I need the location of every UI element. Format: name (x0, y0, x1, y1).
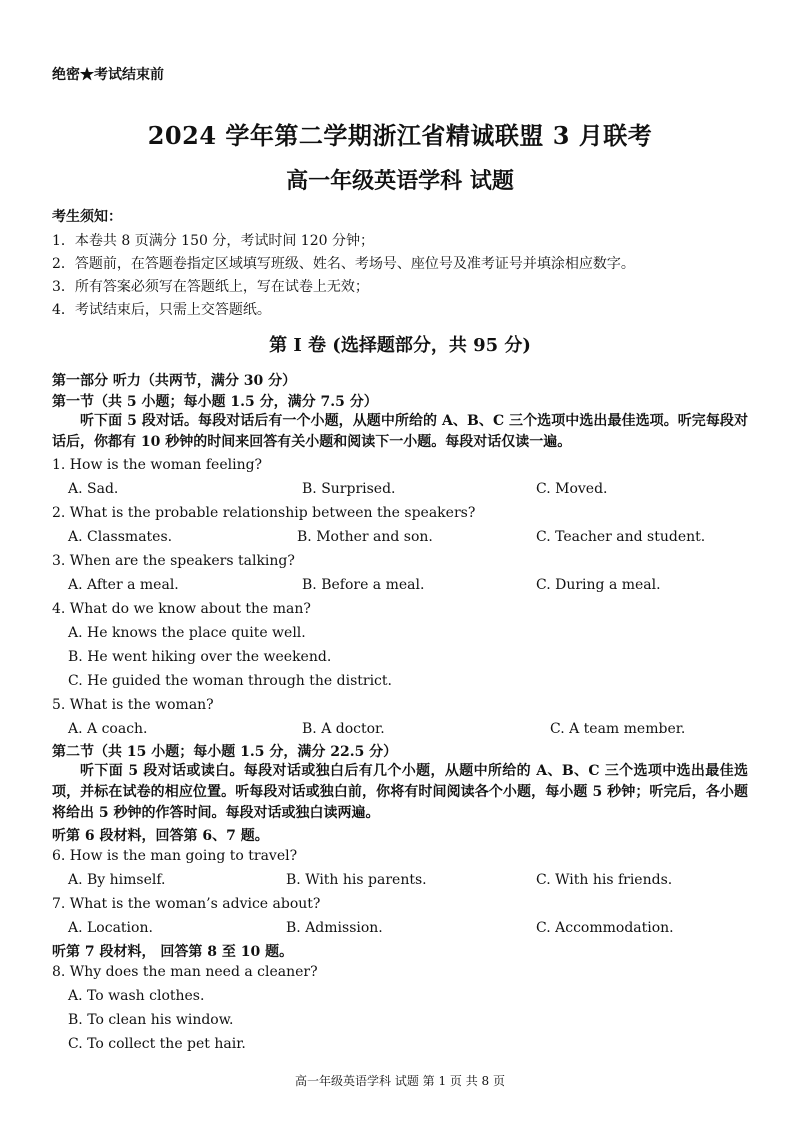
option-a: A. He knows the place quite well. (68, 625, 306, 641)
option-a: A. To wash clothes. (68, 988, 205, 1004)
option-b: B. He went hiking over the weekend. (68, 649, 332, 665)
material-heading: 听第 7 段材料， 回答第 8 至 10 题。 (52, 944, 294, 960)
option-c: C. To collect the pet hair. (68, 1036, 246, 1052)
option-c: C. Moved. (536, 481, 608, 497)
question-stem: 7. What is the woman’s advice about? (52, 896, 321, 912)
option-a: A. Classmates. (68, 529, 173, 545)
notice-item: 2．答题前，在答题卷指定区域填写班级、姓名、考场号、座位号及准考证号并填涂相应数字。 (52, 256, 635, 272)
option-c: C. With his friends. (536, 872, 673, 888)
exam-title: 2024 学年第二学期浙江省精诚联盟 3 月联考 (147, 121, 653, 150)
option-a: A. Sad. (68, 481, 119, 497)
volume-heading: 第 I 卷 (选择题部分，共 95 分) (269, 335, 531, 356)
question-stem: 6. How is the man going to travel? (52, 848, 298, 864)
option-c: C. Accommodation. (536, 920, 674, 936)
option-b: B. Before a meal. (302, 577, 425, 593)
option-b: B. With his parents. (286, 872, 427, 888)
exam-subtitle: 高一年级英语学科 试题 (286, 168, 514, 194)
question-stem: 1. How is the woman feeling? (52, 457, 263, 473)
option-c: C. A team member. (550, 721, 686, 737)
option-b: B. To clean his window. (68, 1012, 234, 1028)
option-a: A. A coach. (68, 721, 148, 737)
notice-item: 3．所有答案必须写在答题纸上，写在试卷上无效； (52, 279, 369, 295)
confidential-mark: 绝密★考试结束前 (52, 67, 164, 83)
option-a: A. By himself. (68, 872, 166, 888)
option-c: C. Teacher and student. (536, 529, 706, 545)
option-b: B. Mother and son. (297, 529, 433, 545)
part1-heading: 第一部分 听力（共两节，满分 30 分） (52, 373, 297, 389)
section2-heading: 第二节（共 15 小题；每小题 1.5 分，满分 22.5 分） (52, 744, 398, 760)
notice-heading: 考生须知： (52, 209, 122, 225)
option-a: A. After a meal. (68, 577, 179, 593)
page-footer: 高一年级英语学科 试题 第 1 页 共 8 页 (295, 1074, 505, 1088)
option-c: C. During a meal. (536, 577, 661, 593)
section2-instructions: 听下面 5 段对话或读白。每段对话或独白后有几个小题，从题中所给的 A、B、C 三个选项中选出最佳选项，并标在试卷的相应位置。听每段对话或独白前，你将有时间阅读各个小题，每小题 5 秒钟；听完后，各小题将给出 5 秒钟的作答时间。每段对话或独白读两遍。 (52, 763, 748, 821)
question-stem: 4. What do we know about the man? (52, 601, 311, 617)
question-stem: 2. What is the probable relationship between the speakers? (52, 505, 476, 521)
option-a: A. Location. (68, 920, 153, 936)
question-stem: 8. Why does the man need a cleaner? (52, 964, 318, 980)
notice-item: 1．本卷共 8 页满分 150 分，考试时间 120 分钟； (52, 233, 374, 249)
option-b: B. Surprised. (302, 481, 396, 497)
option-b: B. A doctor. (302, 721, 385, 737)
notice-item: 4．考试结束后，只需上交答题纸。 (52, 302, 271, 318)
option-b: B. Admission. (286, 920, 383, 936)
section1-heading: 第一节（共 5 小题；每小题 1.5 分，满分 7.5 分） (52, 394, 378, 410)
question-stem: 3. When are the speakers talking? (52, 553, 295, 569)
section1-instructions: 听下面 5 段对话。每段对话后有一个小题，从题中所给的 A、B、C 三个选项中选出最佳选项。听完每段对话后，你都有 10 秒钟的时间来回答有关小题和阅读下一小题。每段对话仅读一遍。 (52, 413, 748, 450)
option-c: C. He guided the woman through the district. (68, 673, 392, 689)
material-heading: 听第 6 段材料，回答第 6、7 题。 (52, 828, 269, 844)
question-stem: 5. What is the woman? (52, 697, 214, 713)
